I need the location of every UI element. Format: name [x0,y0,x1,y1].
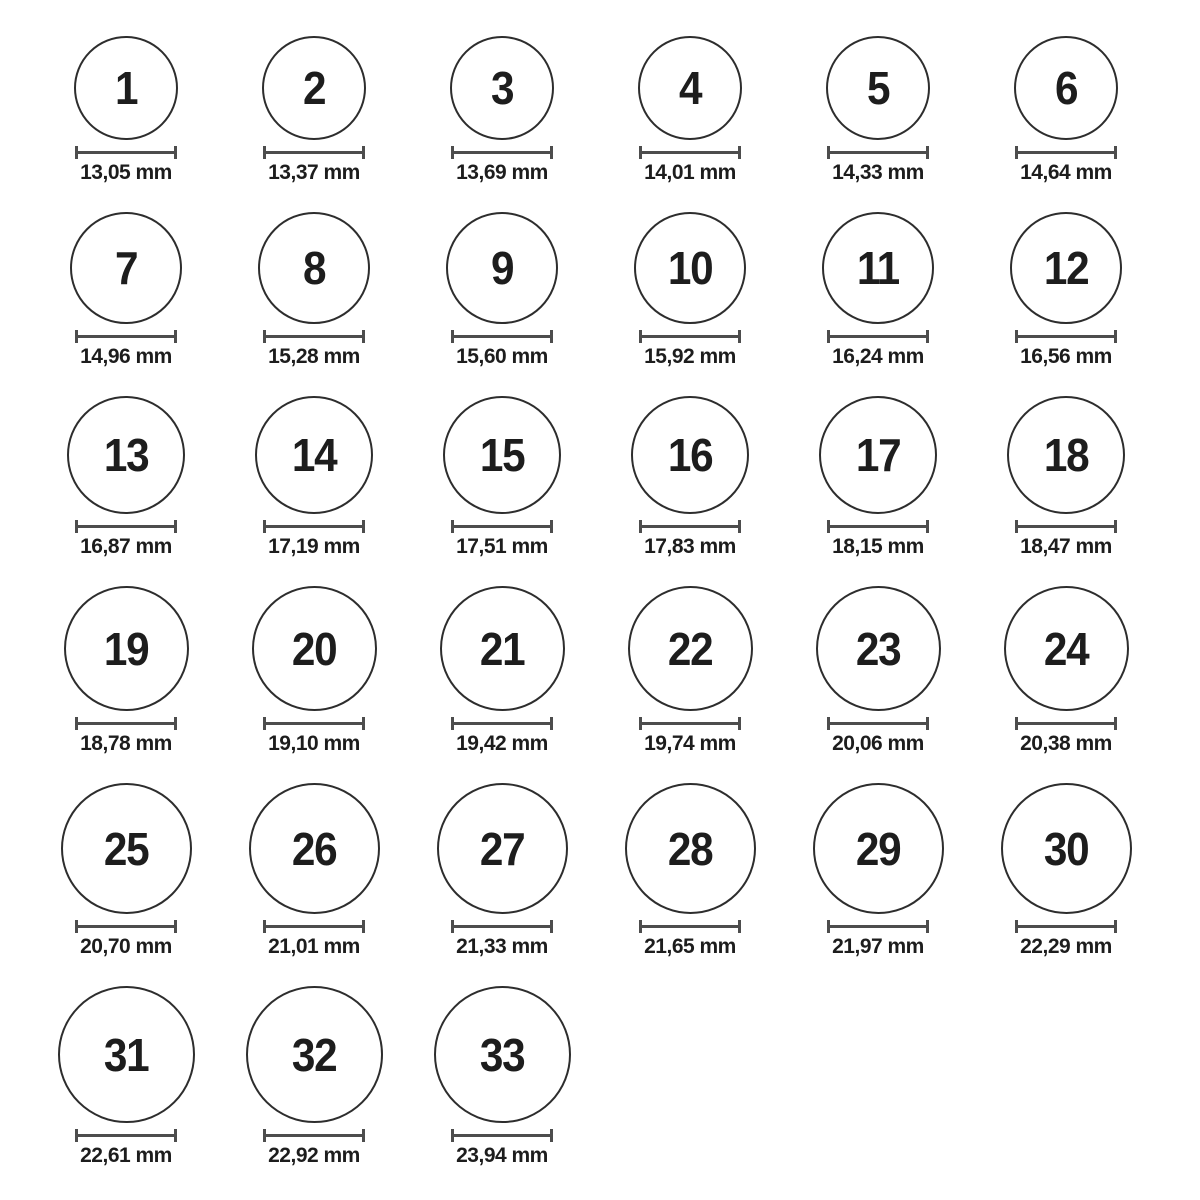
diameter-label: 22,29 mm [1020,935,1112,958]
diameter-label: 20,38 mm [1020,732,1112,755]
diameter-measure-line [263,717,365,730]
ring-size-item [408,986,596,1167]
ring-size-row [32,586,1200,755]
ring-size-number: 32 [291,1028,337,1081]
diameter-label: 23,94 mm [456,1144,548,1167]
ring-size-row [32,212,1200,368]
ring-circle [1007,396,1125,514]
ring-circle [443,396,561,514]
ring-circle [1004,586,1129,711]
diameter-measure-line [75,330,177,343]
ring-circle [822,212,934,324]
ring-size-number: 31 [103,1028,149,1081]
ring-size-number: 33 [479,1028,525,1081]
ring-circle [631,396,749,514]
ring-size-item [32,586,220,755]
ring-size-item [972,36,1160,184]
ring-circle [74,36,178,140]
ring-size-item [408,396,596,558]
ring-circle [262,36,366,140]
diameter-measure-line [1015,146,1117,159]
ring-circle [446,212,558,324]
ring-size-number: 8 [302,242,326,294]
diameter-measure-line [827,146,929,159]
diameter-label: 14,33 mm [832,161,924,184]
diameter-measure-line [639,920,741,933]
ring-size-number: 11 [856,242,899,294]
ring-size-item [220,212,408,368]
ring-size-item [32,396,220,558]
ring-circle [437,783,568,914]
ring-size-item [220,986,408,1167]
ring-size-number: 15 [479,429,525,481]
diameter-label: 16,87 mm [80,535,172,558]
ring-size-row [32,396,1200,558]
ring-size-item [972,586,1160,755]
ring-size-number: 20 [291,622,337,675]
diameter-label: 14,01 mm [644,161,736,184]
diameter-measure-line [639,520,741,533]
ring-circle [819,396,937,514]
diameter-label: 18,78 mm [80,732,172,755]
ring-circle [813,783,944,914]
ring-size-number: 12 [1043,242,1089,294]
diameter-measure-line [451,1129,553,1142]
ring-size-number: 18 [1043,429,1089,481]
ring-circle [434,986,571,1123]
ring-size-item [784,396,972,558]
ring-size-item [220,783,408,958]
ring-size-number: 2 [302,62,326,114]
diameter-measure-line [75,717,177,730]
ring-size-row [32,783,1200,958]
diameter-label: 21,97 mm [832,935,924,958]
diameter-measure-line [263,1129,365,1142]
diameter-measure-line [639,330,741,343]
diameter-measure-line [451,146,553,159]
diameter-measure-line [75,1129,177,1142]
ring-circle [440,586,565,711]
ring-size-number: 22 [667,622,713,675]
diameter-label: 13,37 mm [268,161,360,184]
diameter-measure-line [639,717,741,730]
diameter-label: 21,65 mm [644,935,736,958]
diameter-measure-line [827,717,929,730]
ring-size-item [596,36,784,184]
diameter-measure-line [263,330,365,343]
diameter-label: 17,51 mm [456,535,548,558]
ring-size-number: 14 [291,429,337,481]
ring-size-item [972,212,1160,368]
diameter-measure-line [451,520,553,533]
ring-circle [258,212,370,324]
ring-size-item [596,586,784,755]
ring-circle [58,986,195,1123]
ring-circle [61,783,192,914]
diameter-measure-line [263,520,365,533]
ring-circle [1014,36,1118,140]
ring-circle [816,586,941,711]
ring-size-item [784,36,972,184]
diameter-measure-line [827,520,929,533]
ring-size-number: 6 [1054,62,1078,114]
ring-circle [246,986,383,1123]
ring-size-number: 21 [479,622,525,675]
ring-size-number: 30 [1043,822,1089,875]
diameter-measure-line [451,330,553,343]
ring-size-item [972,783,1160,958]
diameter-measure-line [827,330,929,343]
ring-size-item [220,36,408,184]
ring-size-number: 25 [103,822,149,875]
ring-size-row [32,36,1200,184]
diameter-measure-line [75,520,177,533]
diameter-label: 19,10 mm [268,732,360,755]
diameter-label: 20,70 mm [80,935,172,958]
ring-size-number: 10 [667,242,713,294]
diameter-label: 13,05 mm [80,161,172,184]
ring-size-number: 29 [855,822,901,875]
ring-size-number: 4 [678,62,702,114]
diameter-label: 17,83 mm [644,535,736,558]
ring-circle [1010,212,1122,324]
ring-size-item [596,783,784,958]
diameter-label: 22,61 mm [80,1144,172,1167]
ring-size-item [220,586,408,755]
ring-size-number: 9 [490,242,514,294]
diameter-label: 13,69 mm [456,161,548,184]
diameter-measure-line [263,146,365,159]
diameter-measure-line [827,920,929,933]
diameter-label: 21,33 mm [456,935,548,958]
diameter-measure-line [75,146,177,159]
ring-size-item [408,783,596,958]
diameter-label: 19,74 mm [644,732,736,755]
ring-size-number: 26 [291,822,337,875]
ring-size-item [32,783,220,958]
ring-circle [628,586,753,711]
ring-size-item [784,586,972,755]
diameter-measure-line [639,146,741,159]
ring-size-item [220,396,408,558]
diameter-label: 19,42 mm [456,732,548,755]
ring-circle [249,783,380,914]
diameter-label: 18,47 mm [1020,535,1112,558]
ring-circle [67,396,185,514]
diameter-measure-line [75,920,177,933]
ring-size-row [32,986,1200,1167]
diameter-label: 14,64 mm [1020,161,1112,184]
diameter-label: 21,01 mm [268,935,360,958]
ring-size-number: 13 [103,429,149,481]
ring-circle [252,586,377,711]
ring-size-item [408,36,596,184]
diameter-label: 14,96 mm [80,345,172,368]
ring-size-item [32,212,220,368]
ring-size-number: 3 [490,62,514,114]
diameter-label: 18,15 mm [832,535,924,558]
diameter-label: 16,24 mm [832,345,924,368]
ring-circle [625,783,756,914]
ring-circle [634,212,746,324]
ring-size-item [596,212,784,368]
diameter-measure-line [263,920,365,933]
ring-circle [70,212,182,324]
ring-size-number: 5 [866,62,890,114]
ring-size-item [596,396,784,558]
ring-size-number: 24 [1043,622,1089,675]
diameter-measure-line [1015,520,1117,533]
ring-circle [638,36,742,140]
ring-circle [450,36,554,140]
ring-size-number: 19 [103,622,149,675]
ring-size-number: 23 [855,622,901,675]
ring-circle [826,36,930,140]
diameter-label: 17,19 mm [268,535,360,558]
diameter-measure-line [1015,717,1117,730]
ring-size-item [408,212,596,368]
ring-size-number: 28 [667,822,713,875]
diameter-measure-line [1015,920,1117,933]
ring-size-item [972,396,1160,558]
diameter-label: 22,92 mm [268,1144,360,1167]
diameter-label: 15,60 mm [456,345,548,368]
diameter-label: 15,28 mm [268,345,360,368]
ring-size-number: 16 [667,429,713,481]
ring-size-item [32,986,220,1167]
ring-circle [64,586,189,711]
ring-size-item [408,586,596,755]
ring-size-number: 17 [855,429,901,481]
diameter-label: 16,56 mm [1020,345,1112,368]
ring-size-item [32,36,220,184]
diameter-label: 20,06 mm [832,732,924,755]
ring-size-number: 7 [114,242,138,294]
diameter-measure-line [451,717,553,730]
ring-size-number: 1 [114,62,138,114]
diameter-measure-line [1015,330,1117,343]
ring-circle [255,396,373,514]
ring-circle [1001,783,1132,914]
ring-size-item [784,783,972,958]
diameter-measure-line [451,920,553,933]
ring-size-item [784,212,972,368]
diameter-label: 15,92 mm [644,345,736,368]
ring-size-number: 27 [479,822,525,875]
